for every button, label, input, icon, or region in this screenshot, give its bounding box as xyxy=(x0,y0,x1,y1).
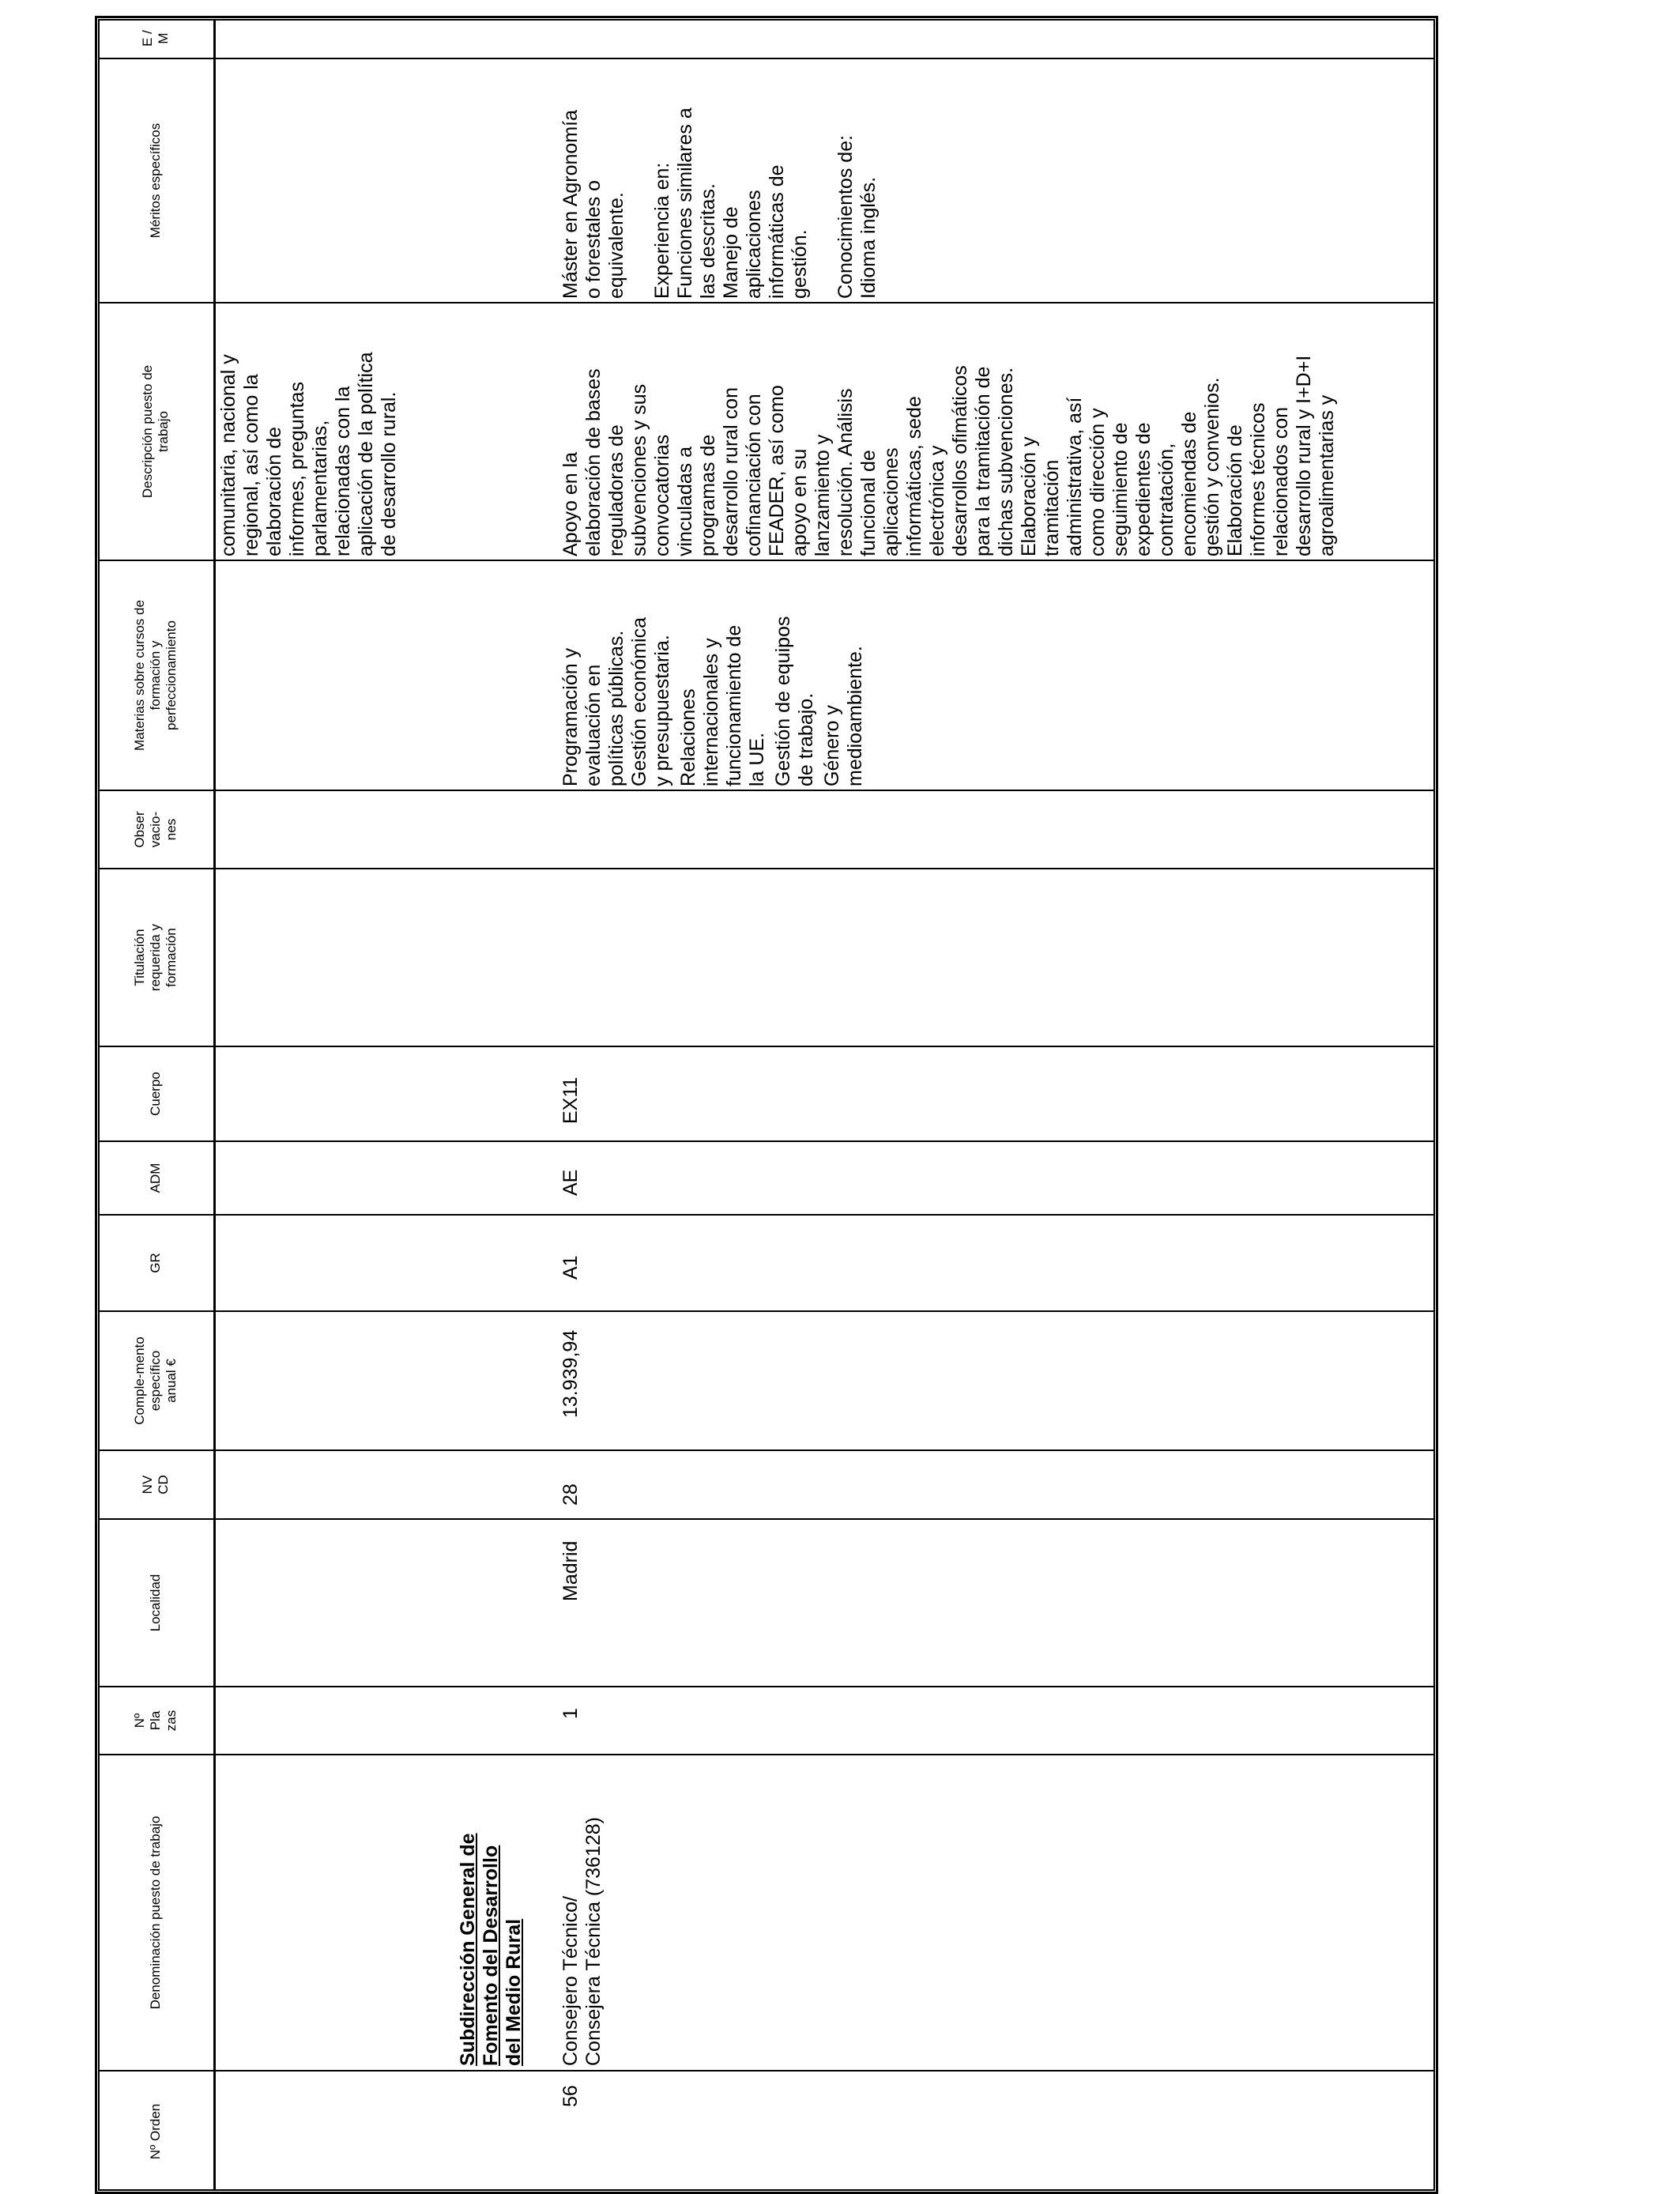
text-line: desarrollo rural y I+D+I xyxy=(1293,355,1315,556)
text-line: Elaboración de xyxy=(1224,424,1246,556)
text-line: funcional de xyxy=(857,450,880,556)
header-descripcion: Descripción puesto de trabajo xyxy=(140,364,171,499)
column-divider xyxy=(98,1518,1435,1520)
text-line: Experiencia en: xyxy=(651,162,673,299)
text-line: desarrollos ofimáticos xyxy=(949,365,971,556)
text-line: Gestión económica xyxy=(628,616,650,786)
text-line: agroalimentarias y xyxy=(1316,394,1338,556)
text-line: las descritas. xyxy=(697,183,719,299)
header-separator xyxy=(213,19,216,2191)
text-line: FEADER, así como xyxy=(766,385,788,556)
text-line: informáticas de xyxy=(766,164,788,299)
text-line: Apoyo en la xyxy=(559,451,582,556)
section-heading-line: del Medio Rural xyxy=(503,1918,525,2066)
text-line: comunitaria, nacional y xyxy=(217,354,239,556)
section-heading-line: Fomento del Desarrollo xyxy=(480,1845,502,2066)
text-line: la UE. xyxy=(746,732,768,786)
header-denominacion: Denominación puesto de trabajo xyxy=(148,1815,163,2010)
text-line: apoyo en su xyxy=(789,448,811,556)
row-denominacion xyxy=(559,1758,605,2066)
header-materias: Materias sobre cursos de formación y perfeccionamiento xyxy=(132,600,179,751)
header-nivel: NV CD xyxy=(140,1475,171,1495)
text-line: resolución. Análisis xyxy=(834,388,857,556)
text-line: aplicaciones xyxy=(743,190,765,299)
text-line: Consejera Técnica (736128) xyxy=(582,1816,605,2066)
row-localidad: Madrid xyxy=(559,1540,582,1601)
text-line: relacionados con xyxy=(1270,406,1292,556)
text-line: desarrollo rural con xyxy=(720,387,742,556)
column-divider xyxy=(98,790,1435,791)
text-line: Género y xyxy=(821,705,843,786)
text-line: Relaciones xyxy=(677,688,699,786)
text-line: de desarrollo rural. xyxy=(378,391,400,556)
text-line: lanzamiento y xyxy=(812,434,834,556)
text-line: gestión y convenios. xyxy=(1201,377,1223,556)
header-meritos: Méritos específicos xyxy=(148,123,163,239)
text-line: relacionadas con la xyxy=(332,386,354,556)
text-line: aplicación de la política xyxy=(355,352,377,556)
column-divider xyxy=(98,2070,1435,2071)
text-line: para la tramitación de xyxy=(972,366,994,556)
text-line: dichas subvenciones. xyxy=(995,367,1017,556)
text-line: políticas públicas. xyxy=(605,630,627,786)
column-divider xyxy=(98,868,1435,869)
text-line: Elaboración y xyxy=(1018,436,1040,556)
header-cuerpo: Cuerpo xyxy=(148,1072,163,1116)
row-adm: AE xyxy=(559,1169,582,1196)
text-line: Conocimientos de: xyxy=(834,134,857,299)
column-divider xyxy=(98,1686,1435,1687)
description-continuation xyxy=(217,303,401,556)
column-divider xyxy=(98,1754,1435,1755)
text-line: programas de xyxy=(697,434,719,556)
column-divider xyxy=(98,1046,1435,1047)
text-line: electrónica y xyxy=(926,445,948,556)
column-divider xyxy=(98,1310,1435,1312)
text-line: o forestales o xyxy=(582,179,605,299)
row-descripcion xyxy=(559,303,1339,556)
row-cuerpo: EX11 xyxy=(559,1076,582,1124)
row-orden: 56 xyxy=(559,2085,582,2107)
text-line: evaluación en xyxy=(582,664,605,786)
header-complemento: Comple-mento específico anual € xyxy=(132,1336,179,1425)
text-line: cofinanciación con xyxy=(743,394,765,556)
text-line: informes, preguntas xyxy=(286,382,308,556)
text-line: administrativa, así xyxy=(1064,397,1086,556)
text-line: medioambiente. xyxy=(844,646,866,786)
text-line: y presupuestaria. xyxy=(651,635,673,786)
text-line: Consejero Técnico/ xyxy=(559,1896,582,2066)
text-line: encomiendas de xyxy=(1178,411,1200,556)
column-divider xyxy=(98,1140,1435,1142)
text-line: Idioma inglés. xyxy=(857,176,880,299)
text-line: elaboración de bases xyxy=(582,368,605,556)
text-line: convocatorias xyxy=(651,434,673,556)
header-adm: ADM xyxy=(148,1163,163,1193)
text-line: vinculadas a xyxy=(674,447,696,556)
text-line: regional, así como la xyxy=(240,374,262,556)
row-grupo: A1 xyxy=(559,1255,582,1280)
text-line: Máster en Agronomía xyxy=(559,109,582,299)
text-line: como dirección y xyxy=(1087,408,1109,556)
text-line: gestión. xyxy=(789,229,811,299)
paragraph-gap xyxy=(812,59,834,299)
header-grupo: GR xyxy=(148,1253,163,1273)
text-line: equivalente. xyxy=(605,192,627,299)
header-localidad: Localidad xyxy=(148,1574,163,1632)
text-line: Programación y xyxy=(559,647,582,786)
text-line: Funciones similares a xyxy=(674,107,696,299)
text-line: reguladoras de xyxy=(605,424,627,556)
header-em: E / M xyxy=(140,30,171,47)
text-line: expedientes de xyxy=(1132,422,1155,556)
text-line: Gestión de equipos xyxy=(772,616,794,786)
header-plazas: Nº Pla zas xyxy=(132,1710,179,1732)
row-complemento: 13.939,94 xyxy=(559,1329,582,1418)
text-line: parlamentarias, xyxy=(309,420,331,556)
row-meritos xyxy=(559,59,880,299)
row-plazas: 1 xyxy=(559,1708,582,1719)
text-line: contratación, xyxy=(1155,443,1177,556)
text-line: de trabajo. xyxy=(795,692,817,786)
header-observaciones: Obser vacio-nes xyxy=(132,811,179,848)
header-orden: Nº Orden xyxy=(148,2103,163,2160)
text-line: informes técnicos xyxy=(1247,402,1269,556)
text-line: elaboración de xyxy=(263,426,285,556)
text-line: funcionamiento de xyxy=(723,624,745,786)
text-line: aplicaciones xyxy=(880,447,902,556)
row-materias xyxy=(559,561,867,786)
section-heading-line: Subdirección General de xyxy=(457,1833,479,2066)
text-line: internacionales y xyxy=(700,638,722,786)
column-divider xyxy=(98,1214,1435,1216)
column-divider xyxy=(98,1449,1435,1451)
paragraph-gap xyxy=(628,59,651,299)
text-line: Manejo de xyxy=(720,206,742,299)
header-titulacion: Titulación requerida y formación xyxy=(132,923,179,992)
text-line: subvenciones y sus xyxy=(628,383,650,556)
text-line: seguimiento de xyxy=(1109,422,1132,556)
text-line: informáticas, sede xyxy=(903,396,925,556)
text-line: tramitación xyxy=(1041,459,1063,556)
row-nivel: 28 xyxy=(559,1483,582,1506)
section-heading xyxy=(457,1758,525,2066)
